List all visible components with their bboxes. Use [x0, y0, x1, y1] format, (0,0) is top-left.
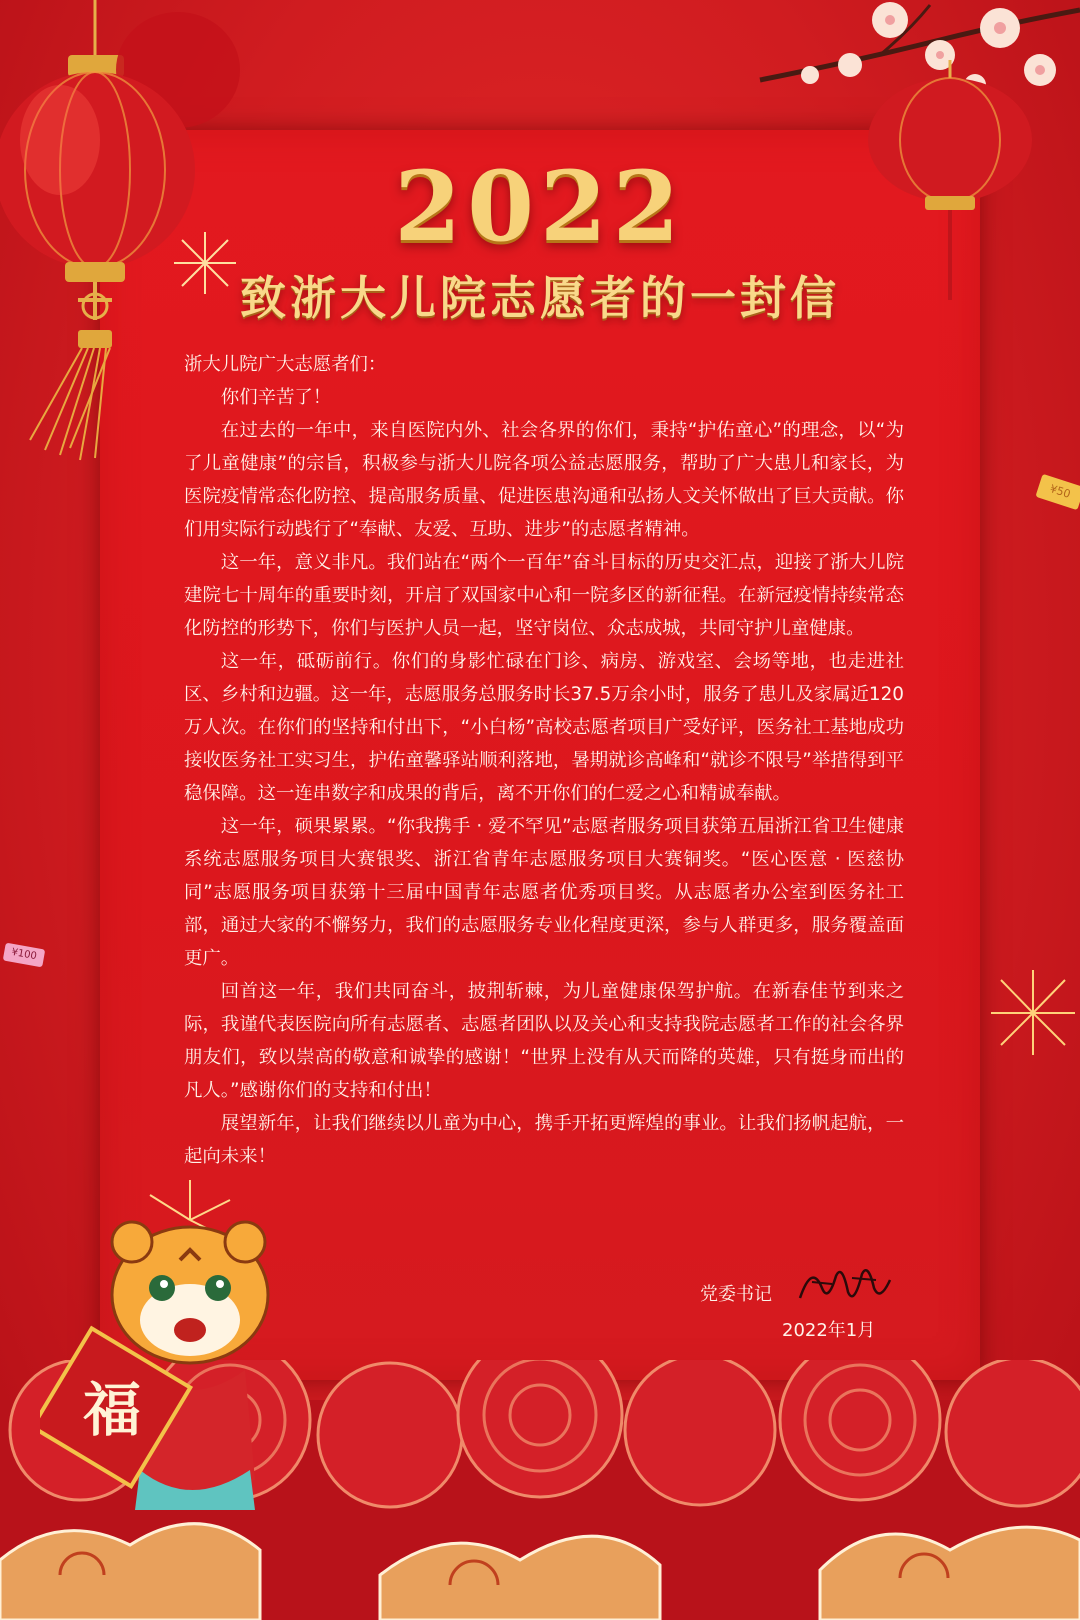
letter-paragraph: 展望新年，让我们继续以儿童为中心，携手开拓更辉煌的事业。让我们扬帆起航，一起向未来！	[184, 1113, 904, 1167]
letter-title: 致浙大儿院志愿者的一封信	[240, 271, 840, 325]
year-title: 2022	[394, 150, 686, 263]
handwritten-signature-icon	[792, 1258, 902, 1314]
letter-greeting: 浙大儿院广大志愿者们：	[184, 354, 387, 375]
fu-character: 福	[82, 1376, 142, 1444]
signature-title: 党委书记	[700, 1284, 772, 1305]
coupon-50: ¥50	[1035, 474, 1080, 510]
coupon-100: ¥100	[3, 943, 46, 968]
letter-paragraph: 回首这一年，我们共同奋斗，披荆斩棘，为儿童健康保驾护航。在新春佳节到来之际，我谨代表医院向所有志愿者、志愿者团队以及关心和支持我院志愿者工作的社会各界朋友们，致以崇高的敬意和诚挚的感谢！“世界上没有从天而降的英雄，只有挺身而出的凡人。”感谢你们的支持和付出！	[184, 981, 904, 1101]
letter-paragraph: 你们辛苦了！	[220, 387, 332, 408]
letter-paragraph: 这一年，砥砺前行。你们的身影忙碌在门诊、病房、游戏室、会场等地，也走进社区、乡村和边疆。这一年，志愿服务总服务时长37.5万余小时，服务了患儿及家属近120万人次。在你们的坚持和付出下，“小白杨”高校志愿者项目广受好评，医务社工基地成功接收医务社工实习生，护佑童馨驿站顺利落地，暑期就诊高峰和“就诊不限号”举措得到平稳保障。这一连串数字和成果的背后，离不开你们的仁爱之心和精诚奉献。	[184, 651, 904, 804]
firework-title-icon	[170, 228, 240, 298]
tiger-mascot-icon	[40, 1180, 290, 1520]
letter-body	[184, 348, 904, 1173]
letter-paragraph: 这一年，硕果累累。“你我携手 · 爱不罕见”志愿者服务项目获第五届浙江省卫生健康系统志愿服务项目大赛银奖、浙江省青年志愿服务项目大赛铜奖。“医心医意 · 医慈协同”志愿服务项目获第十三届中国青年志愿者优秀项目奖。从志愿者办公室到医务社工部，通过大家的不懈努力，我们的志愿服务专业化程度更深，参与人群更多，服务覆盖面更广。	[184, 816, 904, 969]
letter-date: 2022年1月	[782, 1320, 876, 1341]
letter-paragraph: 在过去的一年中，来自医院内外、社会各界的你们，秉持“护佑童心”的理念，以“为了儿童健康”的宗旨，积极参与浙大儿院各项公益志愿服务，帮助了广大患儿和家长，为医院疫情常态化防控、提高服务质量、促进医患沟通和弘扬人文关怀做出了巨大贡献。你们用实际行动践行了“奉献、友爱、互助、进步”的志愿者精神。	[184, 420, 904, 540]
firework-right-icon	[985, 965, 1080, 1060]
letter-paragraph: 这一年，意义非凡。我们站在“两个一百年”奋斗目标的历史交汇点，迎接了浙大儿院建院七十周年的重要时刻，开启了双国家中心和一院多区的新征程。在新冠疫情持续常态化防控的形势下，你们与医护人员一起，坚守岗位、众志成城，共同守护儿童健康。	[184, 552, 904, 639]
